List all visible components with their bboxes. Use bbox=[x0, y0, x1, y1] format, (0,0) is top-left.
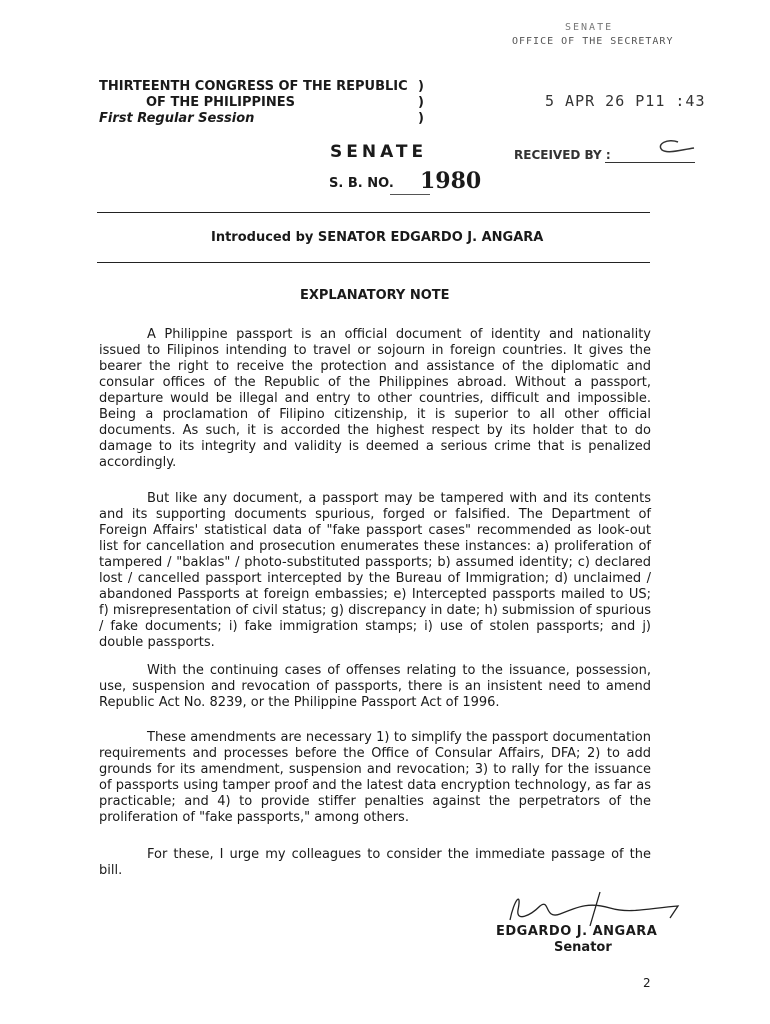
stamp-office-line2: OFFICE OF THE SECRETARY bbox=[512, 36, 674, 47]
paragraph-1 bbox=[99, 327, 651, 471]
bill-label: S. B. NO. bbox=[329, 176, 394, 191]
paren-1: ) bbox=[418, 79, 424, 94]
received-initials-icon bbox=[648, 136, 698, 158]
divider-bottom bbox=[97, 262, 650, 263]
signatory-name: EDGARDO J. ANGARA bbox=[496, 924, 658, 939]
bill-number-underline bbox=[390, 194, 430, 195]
paragraph-3 bbox=[99, 663, 651, 711]
bill-number: 1980 bbox=[420, 168, 482, 194]
paragraph-2-text: But like any document, a passport may be tampered with and its contents and its supporting documents spurious, forged or falsified. The Department of Foreign Affairs' statistical data of "fake passport cases" recommended as look-out list for cancellation and prosecution enumerates these instances: a) proliferation of tampered / "baklas" / photo-substituted passports; b) assumed identity; c) declared lost / cancelled passport intercepted by the Bureau of Immigration; d) unclaimed / abandoned Passports at foreign embassies; e) Intercepted passports mailed to US; f) misrepresentation of civil status; g) discrepancy in date; h) submission of spurious / fake documents; i) fake immigration stamps; i) use of stolen passports; and j) double passports. bbox=[99, 491, 651, 650]
paragraph-4-text: These amendments are necessary 1) to simplify the passport documentation requirements and processes before the Office of Consular Affairs, DFA; 2) to add grounds for its amendment, suspension and revocation; 3) to rally for the issuance of passports using tamper proof and the latest data encryption technology, as far as practicable; and 4) to provide stiffer penalties against the perpetrators of the proliferation of "fake passports," among others. bbox=[99, 730, 651, 825]
session-label: First Regular Session bbox=[99, 111, 255, 126]
note-title: EXPLANATORY NOTE bbox=[300, 288, 450, 303]
divider-top bbox=[97, 212, 650, 213]
chamber-title: SENATE bbox=[330, 142, 428, 162]
stamp-date-time: 5 APR 26 P11 :43 bbox=[545, 92, 706, 110]
paragraph-1-text: A Philippine passport is an official document of identity and nationality issued to Filipinos intending to travel or sojourn in foreign countries. It gives the bearer the right to receive the protection and assistance of the diplomatic and consular offices of the Republic of the Philippines abroad. Without a passport, departure would be illegal and entry to other countries, difficult and impossible. Being a proclamation of Filipino citizenship, it is superior to all other official documents. As such, it is accorded the highest respect by its holder that to do damage to its integrity and validity is deemed a serious crime that is penalized accordingly. bbox=[99, 327, 651, 470]
page-number: 2 bbox=[643, 976, 651, 990]
paragraph-2 bbox=[99, 491, 651, 651]
paragraph-3-text: With the continuing cases of offenses relating to the issuance, possession, use, suspension and revocation of passports, there is an insistent need to amend Republic Act No. 8239, or the Philippine Passport Act of 1996. bbox=[99, 663, 651, 710]
stamp-office-line1: SENATE bbox=[565, 22, 614, 33]
paragraph-5-text: For these, I urge my colleagues to consider the immediate passage of the bill. bbox=[99, 847, 651, 878]
congress-line2: OF THE PHILIPPINES bbox=[146, 95, 295, 110]
paragraph-4 bbox=[99, 730, 651, 826]
signature-icon bbox=[500, 880, 690, 930]
congress-line1: THIRTEENTH CONGRESS OF THE REPUBLIC bbox=[99, 79, 408, 94]
paren-2: ) bbox=[418, 95, 424, 110]
received-by-label: RECEIVED BY : bbox=[514, 148, 611, 162]
signatory-title: Senator bbox=[554, 940, 612, 955]
paragraph-5 bbox=[99, 847, 651, 879]
received-by-line bbox=[605, 162, 695, 163]
paren-3: ) bbox=[418, 111, 424, 126]
introduced-by: Introduced by SENATOR EDGARDO J. ANGARA bbox=[211, 230, 544, 245]
